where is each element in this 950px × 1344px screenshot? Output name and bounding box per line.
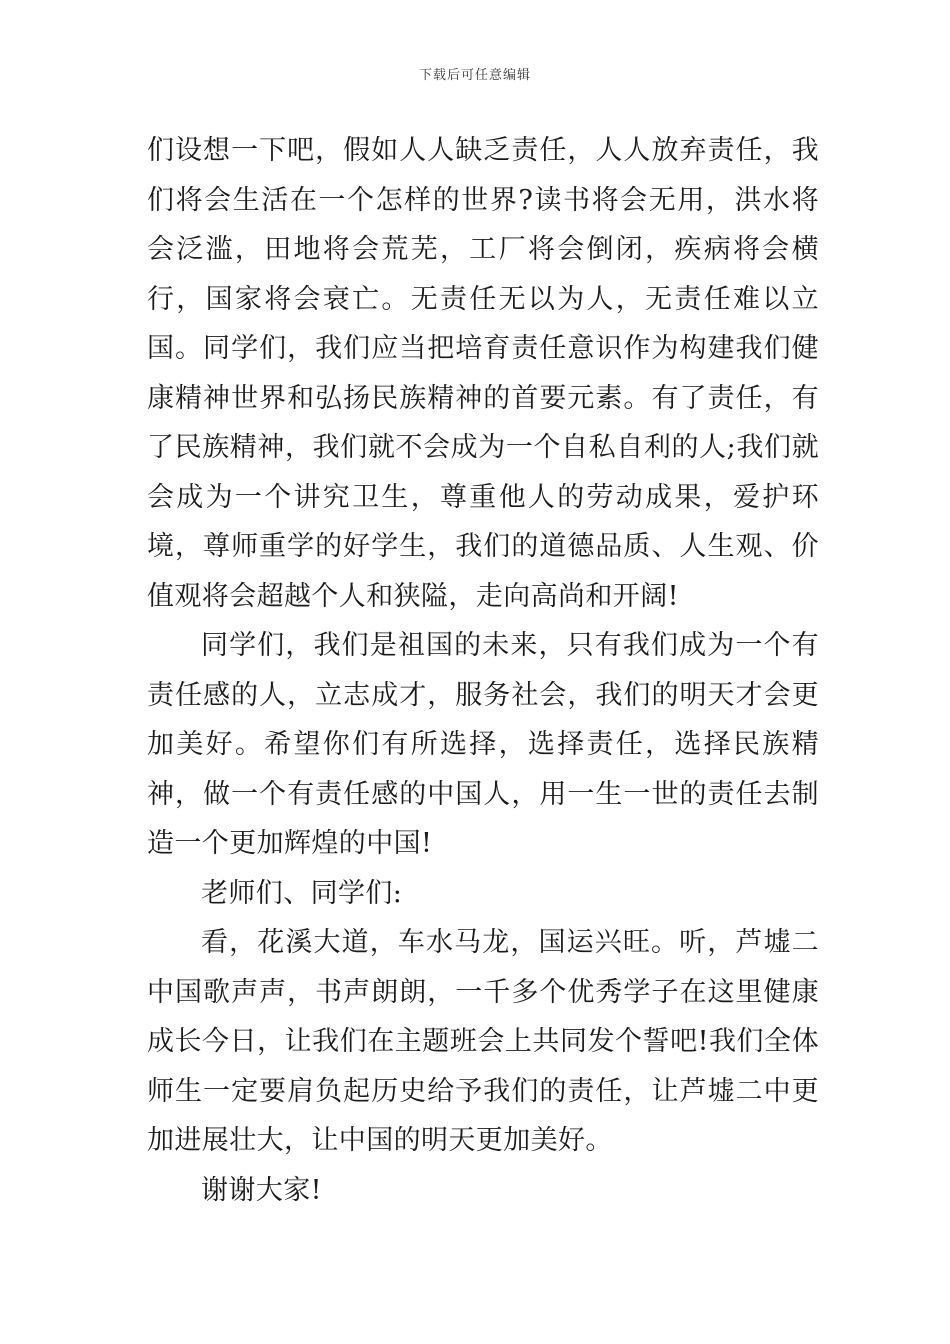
paragraph-thanks: 谢谢大家! bbox=[201, 1174, 322, 1206]
page-header: 下载后可任意编辑 bbox=[418, 68, 531, 83]
paragraph-continuation: 们设想一下吧，假如人人缺乏责任，人人放弃责任，我们将会生活在一个怎样的世界?读书将会无用，洪水将会泛滥，田地将会荒芜，工厂将会倒闭，疾病将会横行，国家将会衰亡。无责任无以为人，无责任难以立国。同学们，我们应当把培育责任意识作为构建我们健康精神世界和弘扬民族精神的首要元素。有了责任，有了民族精神，我们就不会成为一个自私自利的人;我们就会成为一个讲究卫生，尊重他人的劳动成果，爱护环境，尊师重学的好学生，我们的道德品质、人生观、价值观将会超越个人和狭隘，走向高尚和开阔! bbox=[147, 135, 819, 612]
paragraph-salutation: 老师们、同学们: bbox=[201, 877, 403, 909]
paragraph-future: 同学们，我们是祖国的未来，只有我们成为一个有责任感的人，立志成才，服务社会，我们的明天才会更加美好。希望你们有所选择，选择责任，选择民族精神，做一个有责任感的中国人，用一生一世的责任去制造一个更加辉煌的中国! bbox=[147, 630, 819, 859]
document-body bbox=[147, 126, 819, 1215]
paragraph-oath: 看，花溪大道，车水马龙，国运兴旺。听，芦墟二中国歌声声，书声朗朗，一千多个优秀学子在这里健康成长今日，让我们在主题班会上共同发个誓吧!我们全体师生一定要肩负起历史给予我们的责任，让芦墟二中更加进展壮大，让中国的明天更加美好。 bbox=[147, 927, 819, 1156]
